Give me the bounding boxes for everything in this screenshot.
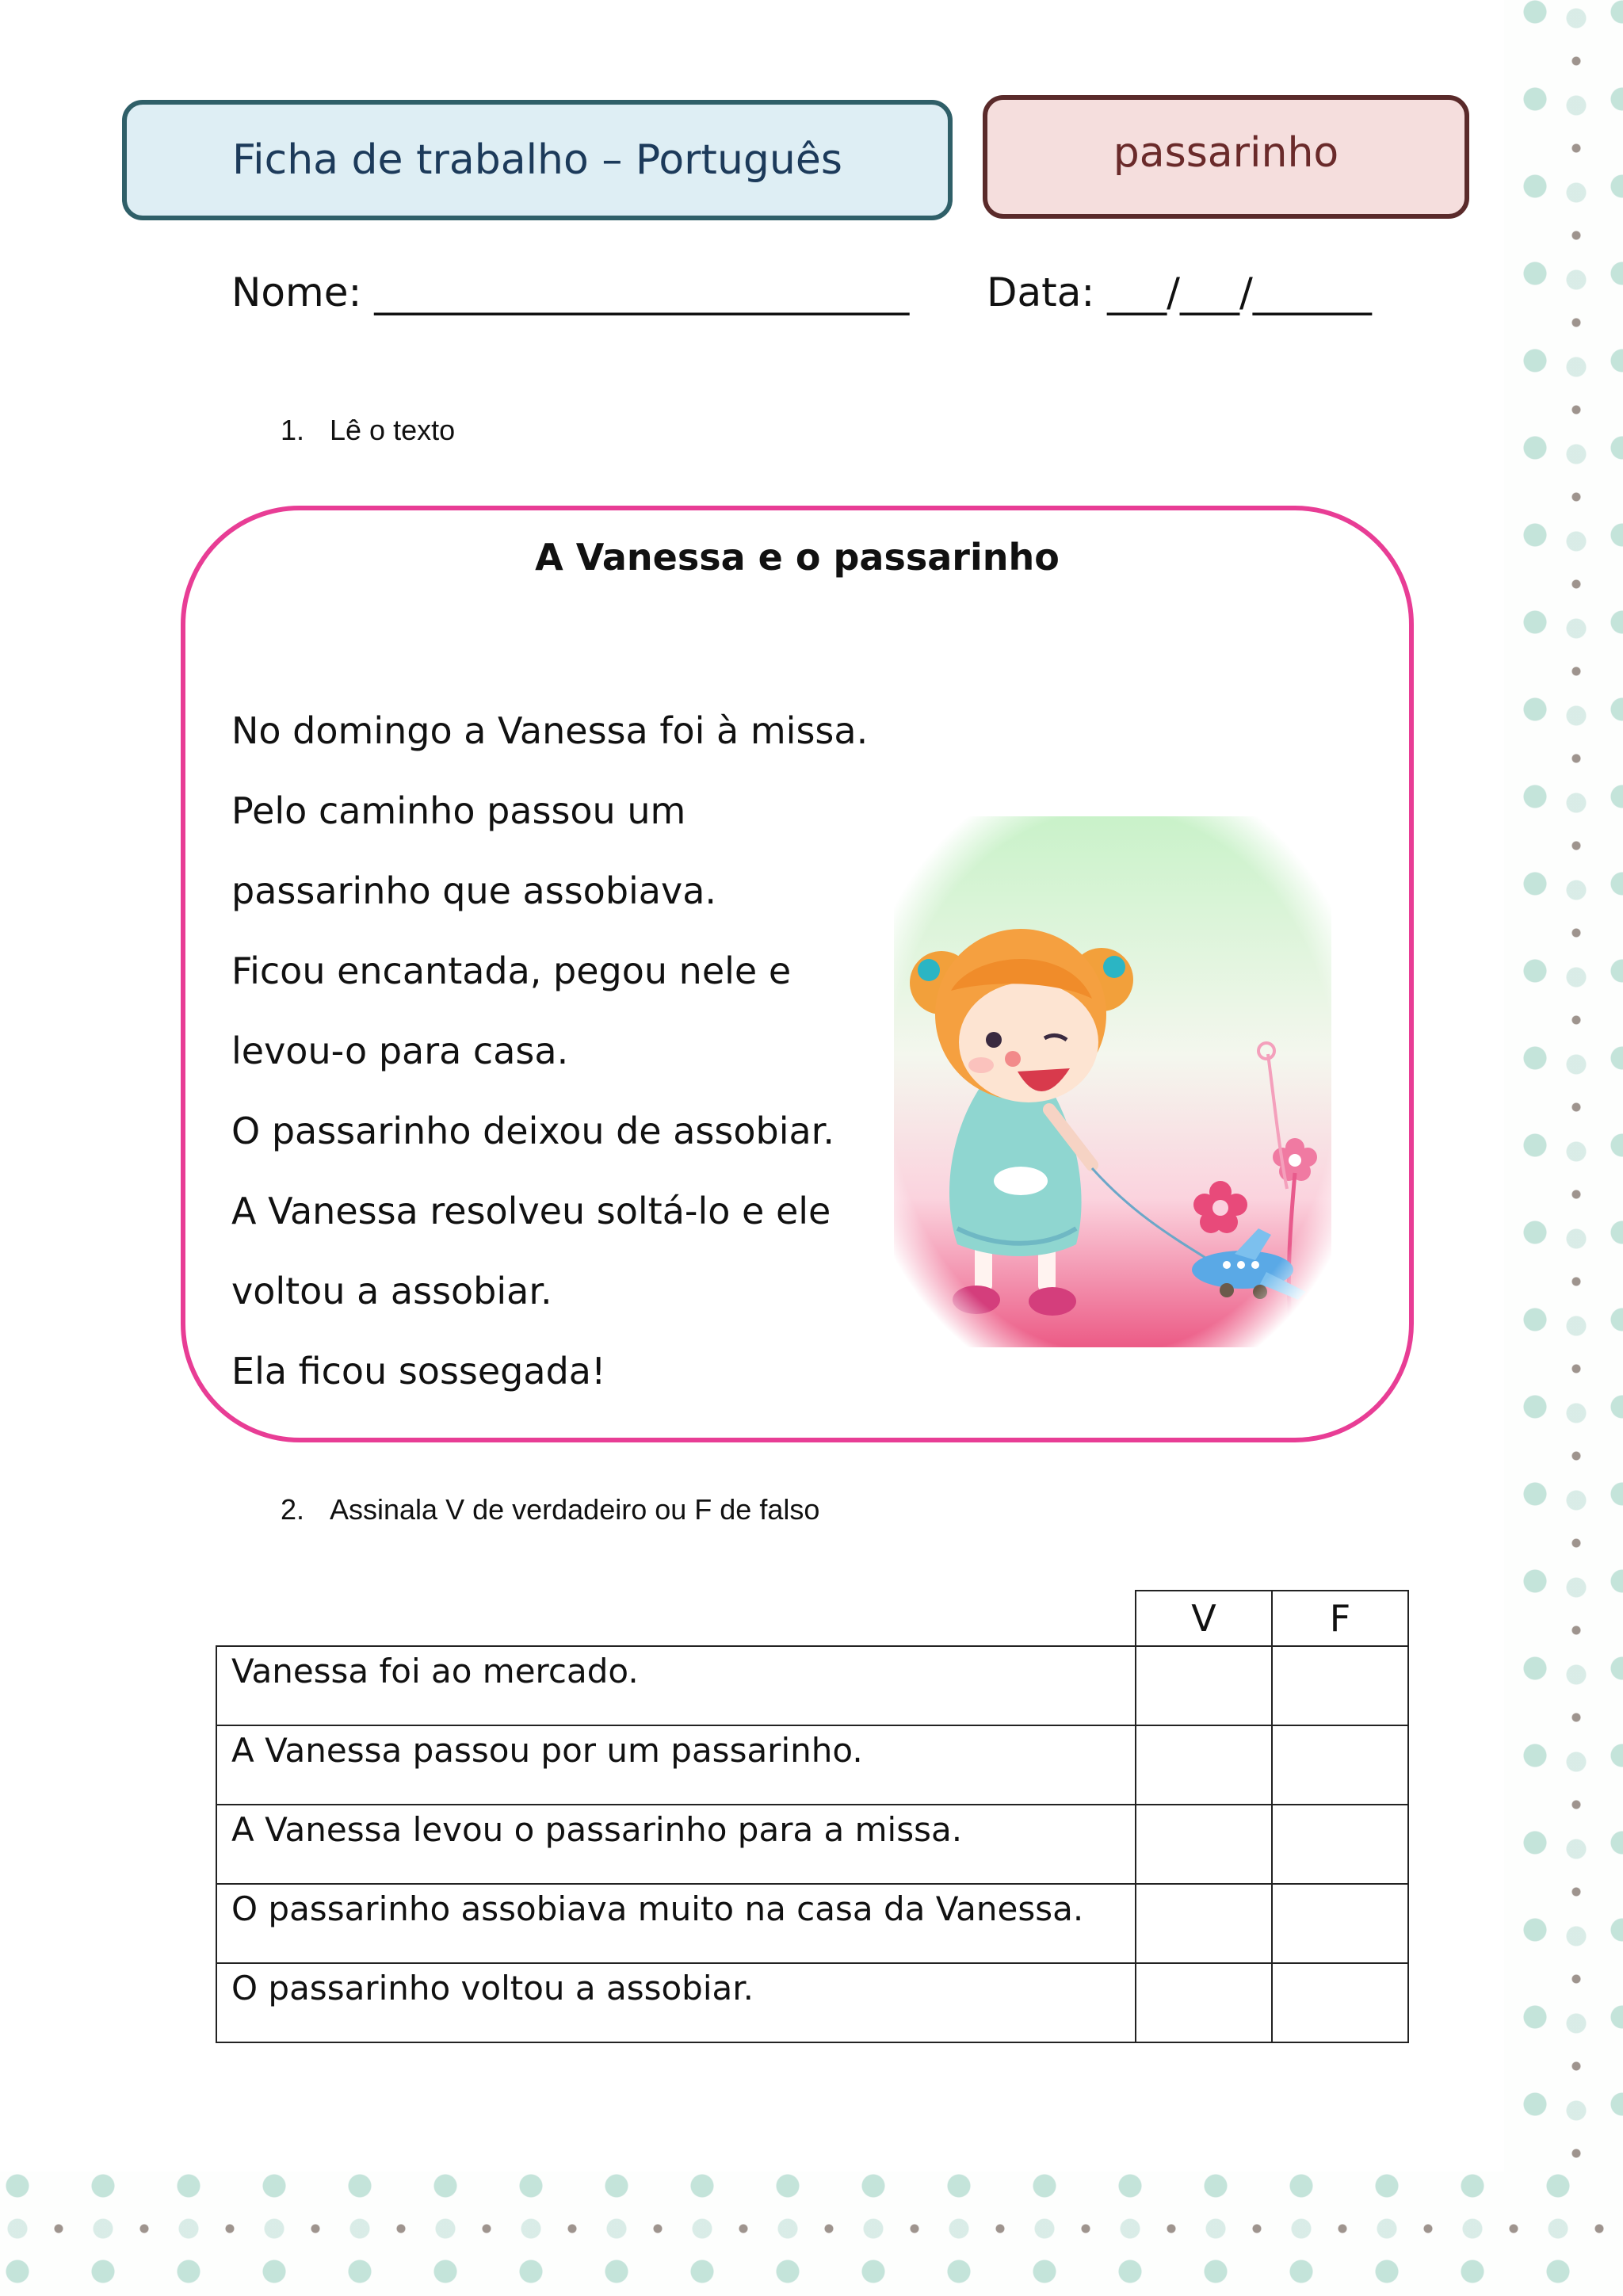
question-1-text: Lê o texto [330,414,456,446]
story-line: A Vanessa resolveu soltá-lo e ele [231,1190,831,1232]
story-line: O passarinho deixou de assobiar. [231,1110,834,1152]
key-word: passarinho [1113,129,1339,177]
story-line: Ficou encantada, pegou nele e [231,949,792,992]
story-text [231,691,913,1412]
statement-cell: Vanessa foi ao mercado. [216,1646,1136,1725]
statement-cell: O passarinho voltou a assobiar. [216,1963,1136,2042]
table-row [216,1884,1408,1963]
question-1 [281,414,455,447]
question-2-number: 2. [281,1493,305,1526]
decorative-border-right [1504,0,1623,2296]
story-title: A Vanessa e o passarinho [535,536,1060,579]
answer-f-cell[interactable] [1272,1725,1408,1805]
worksheet-title: Ficha de trabalho – Português [232,136,842,184]
header-f: F [1272,1591,1408,1646]
story-line: levou-o para casa. [231,1030,569,1072]
date-field[interactable]: Data: ___/___/______ [987,269,1372,315]
table-row [216,1646,1408,1725]
story-line: Pelo caminho passou um [231,789,686,832]
statement-cell: A Vanessa levou o passarinho para a missa. [216,1805,1136,1884]
header-v: V [1136,1591,1272,1646]
answer-v-cell[interactable] [1136,1725,1272,1805]
question-2-text: Assinala V de verdadeiro ou F de falso [330,1493,820,1526]
answer-f-cell[interactable] [1272,1646,1408,1725]
girl-illustration [894,816,1331,1347]
answer-f-cell[interactable] [1272,1963,1408,2042]
answer-v-cell[interactable] [1136,1963,1272,2042]
answer-v-cell[interactable] [1136,1646,1272,1725]
table-header-row [216,1591,1408,1646]
story-line: Ela ficou sossegada! [231,1350,606,1392]
story-line: voltou a assobiar. [231,1270,552,1312]
word-box [983,95,1469,219]
story-line: passarinho que assobiava. [231,869,717,912]
story-line: No domingo a Vanessa foi à missa. [231,709,869,752]
decorative-border-bottom [0,2172,1623,2296]
answer-f-cell[interactable] [1272,1884,1408,1963]
header-blank-cell [216,1591,1136,1646]
answer-v-cell[interactable] [1136,1805,1272,1884]
answer-f-cell[interactable] [1272,1805,1408,1884]
name-field[interactable]: Nome: ___________________________ [231,269,910,315]
question-2 [281,1493,819,1526]
table-row [216,1963,1408,2042]
answer-v-cell[interactable] [1136,1884,1272,1963]
true-false-table [216,1590,1409,2043]
table-row [216,1725,1408,1805]
worksheet-title-box [122,100,953,220]
table-row [216,1805,1408,1884]
statement-cell: O passarinho assobiava muito na casa da Vanessa. [216,1884,1136,1963]
question-1-number: 1. [281,414,305,446]
statement-cell: A Vanessa passou por um passarinho. [216,1725,1136,1805]
